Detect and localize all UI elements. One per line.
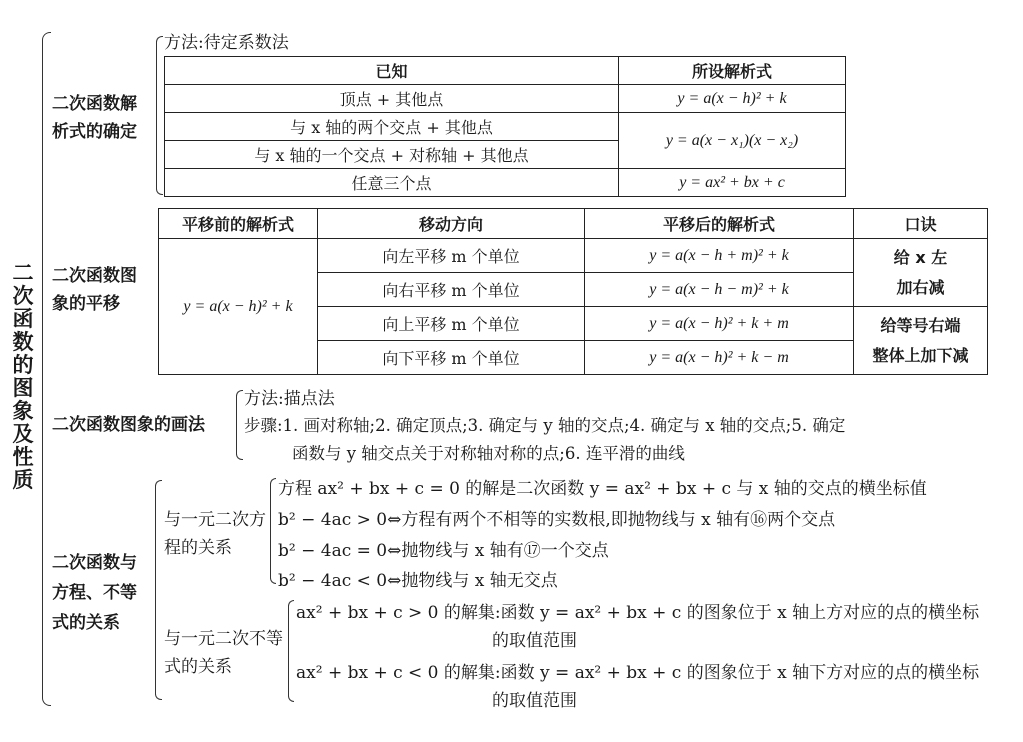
sec2-header-after: 平移后的解析式 xyxy=(585,209,854,239)
sec2-after-1: y = a(x − h − m)² + k xyxy=(585,273,854,307)
sec1-method: 方法:待定系数法 xyxy=(164,33,289,53)
main-brace xyxy=(42,32,51,706)
sec1-known-2: 与 x 轴的一个交点 + 对称轴 + 其他点 xyxy=(165,141,619,169)
sec4-eq-line-0: 方程 ax² + bx + c = 0 的解是二次函数 y = ax² + bx + c 与 x 轴的交点的横坐标值 xyxy=(278,479,927,499)
sec2-dir-2: 向上平移 m 个单位 xyxy=(318,307,585,341)
sec3-steps-1: 步骤:1. 画对称轴;2. 确定顶点;3. 确定与 y 轴的交点;4. 确定与 x 轴的交点;5. 确定 xyxy=(244,416,846,435)
sec4-eq-line-1: b² − 4ac > 0⇔方程有两个不相等的实数根,即抛物线与 x 轴有⑯两个交点 xyxy=(278,510,836,530)
sec2-after-3: y = a(x − h)² + k − m xyxy=(585,341,854,375)
sec4-ineq-line-3: 的取值范围 xyxy=(492,691,577,711)
sec1-known-0: 顶点 + 其他点 xyxy=(165,85,619,113)
sec4-eq-line-3: b² − 4ac < 0⇔抛物线与 x 轴无交点 xyxy=(278,571,558,591)
sec2-after-2: y = a(x − h)² + k + m xyxy=(585,307,854,341)
sec4-eq-label: 与一元二次方程的关系 xyxy=(164,510,266,558)
sec2-dir-0: 向左平移 m 个单位 xyxy=(318,239,585,273)
sec4-label: 二次函数与方程、不等式的关系 xyxy=(52,553,137,633)
sec2-before: y = a(x − h)² + k xyxy=(159,239,318,375)
sec2-header-rhyme: 口诀 xyxy=(854,209,988,239)
sec3-brace xyxy=(236,390,243,460)
sec1-known-1: 与 x 轴的两个交点 + 其他点 xyxy=(165,113,619,141)
sec2-label: 二次函数图象的平移 xyxy=(52,266,137,314)
sec2-after-0: y = a(x − h + m)² + k xyxy=(585,239,854,273)
sec1-header-form: 所设解析式 xyxy=(619,57,846,85)
sec3-steps-2: 函数与 y 轴交点关于对称轴对称的点;6. 连平滑的曲线 xyxy=(292,444,685,463)
sec3-label: 二次函数图象的画法 xyxy=(52,415,205,435)
sec1-known-3: 任意三个点 xyxy=(165,169,619,197)
sec1-table xyxy=(164,56,846,197)
sec4-brace xyxy=(155,480,162,700)
sec2-table xyxy=(158,208,988,375)
sec4-eq-line-2: b² − 4ac = 0⇔抛物线与 x 轴有⑰一个交点 xyxy=(278,541,609,561)
sec2-rhyme-1: 给 x 左 加右减 xyxy=(854,239,988,307)
sec1-brace xyxy=(156,36,163,195)
sec4-ineq-label: 与一元二次不等式的关系 xyxy=(164,629,283,677)
sec2-dir-1: 向右平移 m 个单位 xyxy=(318,273,585,307)
sec2-rhyme-2: 给等号右端 整体上加下减 xyxy=(854,307,988,375)
sec1-form-3: y = ax² + bx + c xyxy=(619,169,846,197)
sec2-header-before: 平移前的解析式 xyxy=(159,209,318,239)
sec2-header-dir: 移动方向 xyxy=(318,209,585,239)
main-title: 二 次 函 数 的 图 象 及 性 质 xyxy=(12,261,34,492)
sec1-form-1: y = a(x − x₁)(x − x₂) xyxy=(619,113,846,169)
sec4-ineq-line-0: ax² + bx + c > 0 的解集:函数 y = ax² + bx + c 的图象位于 x 轴上方对应的点的横坐标 xyxy=(296,603,980,623)
sec4-ineq-line-2: ax² + bx + c < 0 的解集:函数 y = ax² + bx + c 的图象位于 x 轴下方对应的点的横坐标 xyxy=(296,663,980,683)
sec1-header-known: 已知 xyxy=(165,57,619,85)
sec4-ineq-brace xyxy=(288,600,294,702)
sec1-label: 二次函数解析式的确定 xyxy=(52,94,137,142)
sec1-form-0: y = a(x − h)² + k xyxy=(619,85,846,113)
sec4-eq-brace xyxy=(270,478,276,584)
sec3-method: 方法:描点法 xyxy=(244,389,335,409)
sec2-dir-3: 向下平移 m 个单位 xyxy=(318,341,585,375)
sec4-ineq-line-1: 的取值范围 xyxy=(492,631,577,651)
